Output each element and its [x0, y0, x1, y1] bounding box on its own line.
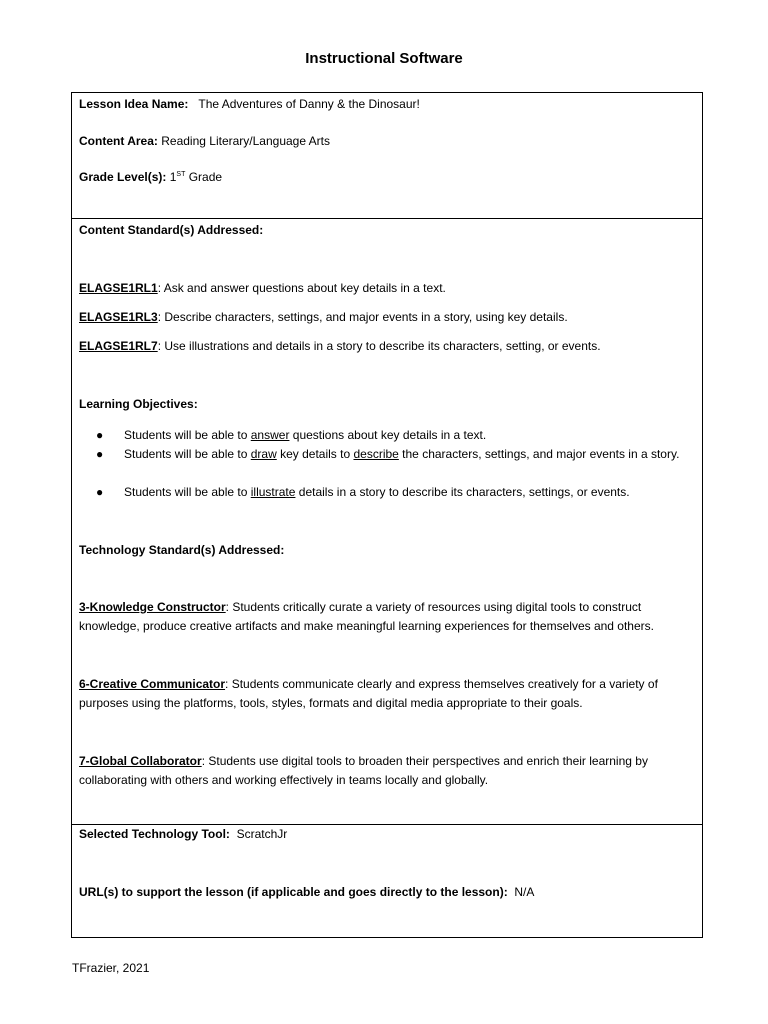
lesson-info-row — [72, 93, 702, 219]
content-area-line — [79, 133, 694, 149]
tech-standard-line — [79, 676, 694, 692]
tech-standard-text: knowledge, produce creative artifacts and make meaningful learning experiences for themselves and others. — [79, 619, 654, 633]
lesson-idea-line — [79, 96, 694, 112]
lesson-url-label: URL(s) to support the lesson (if applicable and goes directly to the lesson): — [79, 885, 508, 899]
objective-keyword: illustrate — [250, 485, 296, 499]
standard-item — [79, 338, 694, 354]
tech-standard-text: : Students critically curate a variety of resources using digital tools to construct — [225, 600, 642, 614]
objective-text — [124, 483, 694, 501]
objective-keyword: answer — [250, 428, 290, 442]
lesson-url-value: N/A — [514, 885, 535, 899]
selected-tool-label: Selected Technology Tool: — [79, 827, 230, 841]
page-title: Instructional Software — [305, 50, 463, 67]
objective-keyword: draw — [250, 447, 277, 461]
standard-item — [79, 309, 694, 325]
tech-standard-text: : Students use digital tools to broaden their perspectives and enrich their learning by — [201, 754, 648, 768]
content-area-value: Reading Literary/Language Arts — [161, 134, 331, 148]
tech-standard-code: 3-Knowledge Constructor — [79, 600, 226, 614]
grade-level-suffix: ST — [176, 171, 186, 178]
lesson-url-line — [79, 884, 694, 900]
standard-text: : Use illustrations and details in a story to describe its characters, setting, or events. — [157, 339, 601, 353]
bullet-icon: ● — [96, 485, 104, 499]
tech-standard-text: : Students communicate clearly and express themselves creatively for a variety of — [225, 677, 658, 691]
standard-code: ELAGSE1RL3 — [79, 310, 158, 324]
tech-standard-line — [79, 753, 694, 769]
content-area-label: Content Area: — [79, 134, 158, 148]
selected-tool-line — [79, 826, 694, 842]
objective-pre: Students will be able to — [124, 447, 251, 461]
tech-standard-text: purposes using the platforms, tools, styles, formats and digital media appropriate to their goals. — [79, 696, 583, 710]
objective-post: questions about key details in a text. — [289, 428, 487, 442]
standard-text: : Describe characters, settings, and major events in a story, using key details. — [157, 310, 568, 324]
tech-standard-text: collaborating with others and working effectively in teams locally and globally. — [79, 773, 489, 787]
learning-objectives-heading: Learning Objectives: — [79, 397, 198, 411]
objective-post: details in a story to describe its characters, settings, or events. — [295, 485, 630, 499]
grade-level-number: 1 — [169, 170, 177, 184]
objective-text — [124, 426, 694, 444]
tech-standard-line — [79, 599, 694, 615]
standard-code: ELAGSE1RL1 — [79, 281, 158, 295]
objective-keyword: describe — [353, 447, 399, 461]
lesson-idea-label: Lesson Idea Name: — [79, 97, 189, 111]
objective-post: the characters, settings, and major events in a story. — [398, 447, 680, 461]
bullet-icon: ● — [96, 447, 104, 461]
standard-item — [79, 280, 694, 296]
tech-standard-code: 6-Creative Communicator — [79, 677, 226, 691]
standard-text: : Ask and answer questions about key details in a text. — [157, 281, 446, 295]
technology-tool-row — [72, 824, 702, 938]
selected-tool-value: ScratchJr — [236, 827, 288, 841]
grade-level-word: Grade — [188, 170, 223, 184]
standards-row — [72, 218, 702, 825]
objective-mid: key details to — [276, 447, 354, 461]
grade-level-label: Grade Level(s): — [79, 170, 167, 184]
grade-level-line — [79, 169, 694, 185]
technology-standards-heading: Technology Standard(s) Addressed: — [79, 543, 285, 557]
bullet-icon: ● — [96, 428, 104, 442]
objective-pre: Students will be able to — [124, 485, 251, 499]
objective-text — [124, 445, 694, 463]
objective-pre: Students will be able to — [124, 428, 251, 442]
lesson-plan-table — [71, 92, 703, 938]
footer-credit: TFrazier, 2021 — [72, 961, 150, 975]
standard-code: ELAGSE1RL7 — [79, 339, 158, 353]
content-standards-heading: Content Standard(s) Addressed: — [79, 223, 264, 237]
tech-standard-code: 7-Global Collaborator — [79, 754, 202, 768]
lesson-idea-value: The Adventures of Danny & the Dinosaur! — [198, 97, 420, 111]
